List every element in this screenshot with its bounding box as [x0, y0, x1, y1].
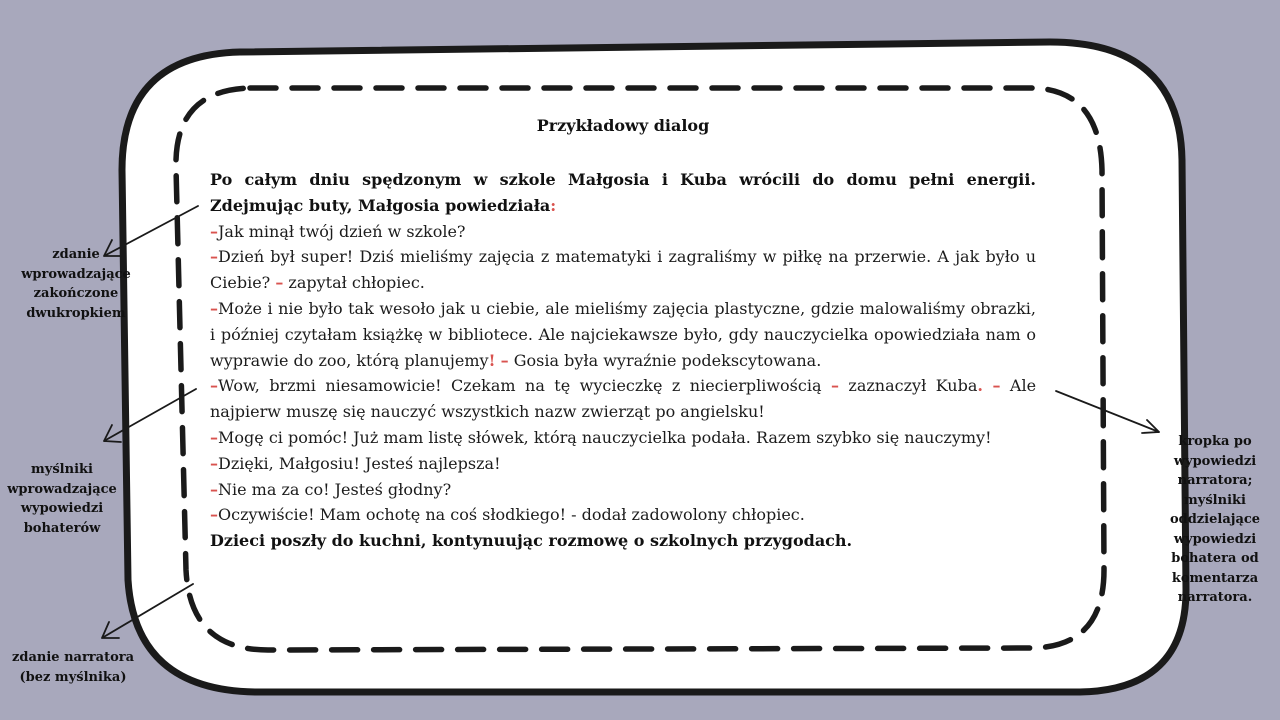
dialogue-line-7 [210, 477, 1036, 503]
period-note-line: wypowiedzi [1173, 531, 1257, 547]
page-title: Przykładowy dialog [536, 116, 710, 135]
line-5-text: Mogę ci pomóc! Już mam listę słówek, którą nauczycielka podała. Razem szybko się nauczymy! [218, 427, 992, 447]
period-annotation [1150, 432, 1280, 608]
line-4-text: Wow, brzmi niesamowicie! Czekam na tę wycieczkę z niecierpliwością [218, 376, 822, 396]
colon-note-line: wprowadzające [21, 266, 131, 282]
dash-marker: – [210, 479, 218, 499]
dialogue-line-2 [210, 244, 1036, 296]
dialogue-text [210, 167, 1036, 554]
period-marker: . [977, 376, 983, 396]
period-note-line: narratora; [1177, 473, 1253, 488]
line-1-text: Jak minął twój dzień w szkole? [218, 221, 466, 241]
dash-note-line: myślniki [31, 462, 93, 477]
colon-annotation [0, 245, 152, 323]
dialogue-line-5 [210, 425, 1036, 451]
dash-marker: – [210, 221, 218, 241]
line-3-text: Może i nie było tak wesoło jak u ciebie, ale mieliśmy zajęcia plastyczne, gdzie malowaliśmy obrazki, i później czytałam książkę w bibliotece. Ale najciekawsze było, gdy nauczycielka opowiedziała nam o wyprawie do zoo, którą planujemy [210, 298, 1036, 370]
dash-marker: – [275, 273, 284, 293]
dialogue-line-8 [210, 502, 1036, 528]
intro-sentence [210, 167, 1036, 219]
dash-marker: – [830, 376, 839, 396]
dash-marker: – [210, 298, 218, 318]
dash-marker: – [210, 376, 218, 396]
line-2-comment: zapytał chłopiec. [288, 273, 425, 293]
period-note-line: wypowiedzi [1173, 453, 1257, 469]
intro-text: Po całym dniu spędzonym w szkole Małgosia i Kuba wrócili do domu pełni energii. Zdejmując buty, Małgosia powiedziała [210, 170, 1036, 215]
dash-note-line: wypowiedzi [20, 501, 104, 516]
outro-sentence: Dzieci poszły do kuchni, kontynuując rozmowę o szkolnych przygodach. [210, 531, 853, 551]
narrator-note-line: zdanie narratora [11, 650, 135, 665]
dialogue-line-4 [210, 373, 1036, 425]
period-note-line: oddzielające [1169, 512, 1261, 527]
colon-note-line: dwukropkiem [26, 305, 126, 321]
dash-note-line: wprowadzające [7, 481, 117, 497]
period-note-line: komentarza [1171, 570, 1259, 586]
line-6-text: Dzięki, Małgosiu! Jesteś najlepsza! [218, 453, 501, 473]
line-2-text: Dzień był super! Dziś mieliśmy zajęcia z matematyki i zagraliśmy w piłkę na przerwie. A jak było u Ciebie? [210, 247, 1036, 293]
line-3-comment: Gosia była wyraźnie podekscytowana. [513, 350, 822, 370]
period-note-line: narratora. [1177, 590, 1253, 605]
dialogue-line-1 [210, 219, 1036, 245]
exclaim-marker: ! [488, 350, 496, 370]
narrator-annotation [0, 648, 146, 687]
dash-marker: – [992, 376, 1001, 396]
period-note-line: kropka po [1178, 434, 1252, 449]
line-7-text: Nie ma za co! Jesteś głodny? [218, 479, 452, 499]
colon-note-line: zakończone [33, 286, 119, 301]
line-4-comment: zaznaczył Kuba [848, 376, 978, 396]
dash-marker: – [500, 350, 509, 370]
dialogue-line-6 [210, 451, 1036, 477]
intro-colon: : [550, 195, 557, 215]
dash-marker: – [210, 453, 218, 473]
line-4-continuation: Ale najpierw muszę się nauczyć wszystkich nazw zwierząt po angielsku! [210, 376, 1037, 422]
dash-note-line: bohaterów [23, 520, 101, 536]
dash-marker: – [210, 427, 218, 447]
dash-marker: – [210, 247, 218, 267]
period-note-line: myślniki [1184, 492, 1246, 508]
line-8-text: Oczywiście! Mam ochotę na coś słodkiego! - dodał zadowolony chłopiec. [218, 505, 805, 525]
period-note-line: bohatera od [1171, 551, 1259, 566]
dialogue-line-3 [210, 296, 1036, 373]
colon-note-line: zdanie [52, 247, 100, 262]
narrator-note-line: (bez myślnika) [19, 669, 127, 685]
dash-annotation [0, 460, 124, 538]
dash-marker: – [210, 505, 218, 525]
